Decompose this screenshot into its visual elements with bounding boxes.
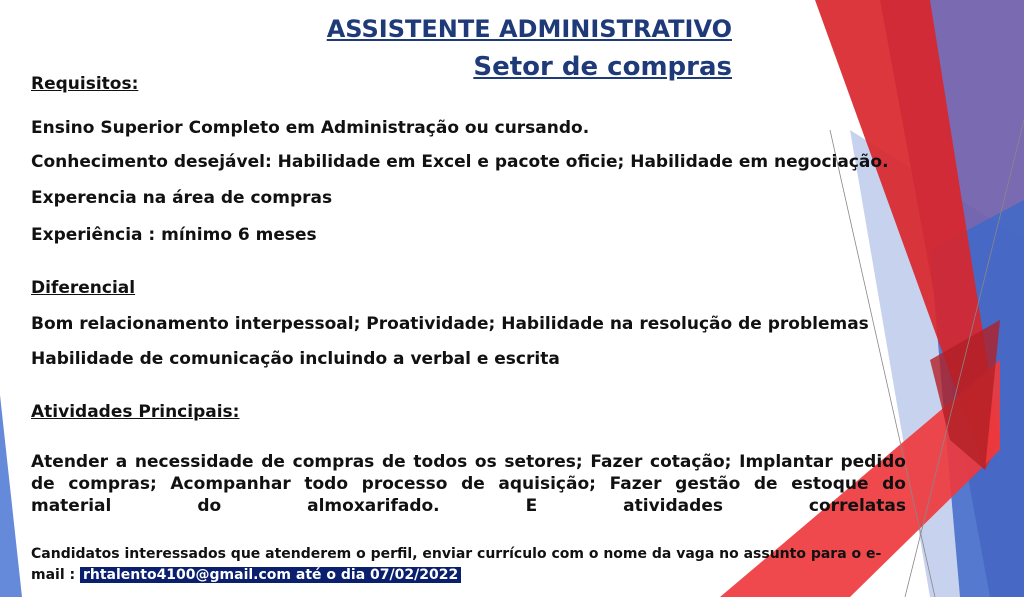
requisito-item: Ensino Superior Completo em Administração ou cursando. — [31, 118, 590, 138]
diferencial-heading: Diferencial — [31, 278, 136, 298]
atividades-text: Atender a necessidade de compras de todos os setores; Fazer cotação; Implantar pedido de compras; Acompanhar todo processo de aquisição; Fazer gestão de estoque do material do almoxarifado. E atividades correlatas — [31, 452, 906, 516]
diferencial-item: Habilidade de comunicação incluindo a verbal e escrita — [31, 349, 560, 369]
requisito-item: Experencia na área de compras — [31, 188, 333, 208]
footer-text: Candidatos interessados que atenderem o perfil, enviar currículo com o nome da vaga no assunto para o e-mail : — [31, 546, 882, 583]
requisitos-heading: Requisitos: — [31, 74, 139, 94]
email-deadline-highlight: rhtalento4100@gmail.com até o dia 07/02/2022 — [80, 567, 461, 583]
requisito-item: Conhecimento desejável: Habilidade em Excel e pacote oficie; Habilidade em negociação. — [31, 152, 889, 172]
page-title: ASSISTENTE ADMINISTRATIVO — [326, 15, 732, 43]
footer-note — [31, 544, 911, 586]
page-subtitle: Setor de compras — [473, 52, 732, 82]
atividades-heading: Atividades Principais: — [31, 402, 240, 422]
requisito-item: Experiência : mínimo 6 meses — [31, 225, 317, 245]
diferencial-item: Bom relacionamento interpessoal; Proatividade; Habilidade na resolução de problemas — [31, 314, 869, 334]
